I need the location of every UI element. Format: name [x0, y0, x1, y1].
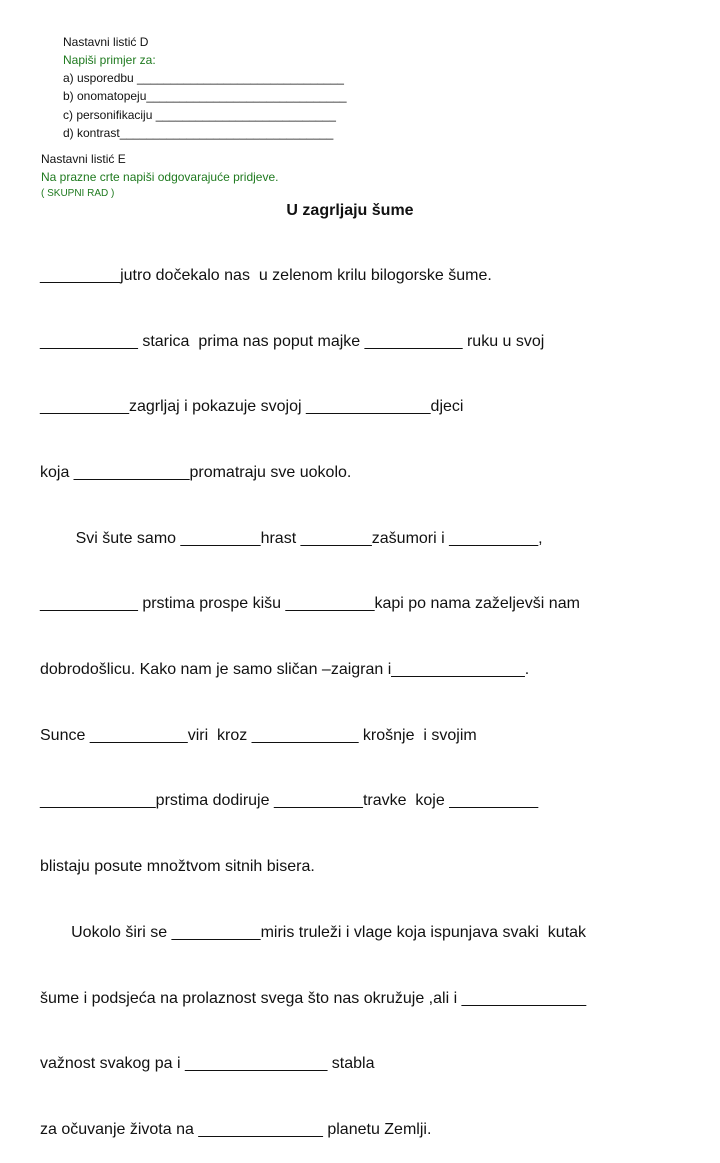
story-text — [40, 221, 670, 1163]
worksheet-d-item: c) personifikaciju ___________________________ — [63, 107, 336, 122]
story-line: blistaju posute množtvom sitnih bisera. — [40, 858, 315, 876]
story-line: Sunce ___________viri kroz ____________ krošnje i svojim — [40, 726, 477, 744]
worksheet-e-title: Nastavni listić E — [41, 152, 126, 166]
story-title: U zagrljaju šume — [286, 202, 414, 219]
story-line: šume i podsjeća na prolaznost svega što nas okružuje ,ali i ______________ — [40, 989, 587, 1007]
worksheet-e — [41, 150, 441, 201]
story-line: _____________prstima dodiruje __________travke koje __________ — [40, 792, 539, 810]
worksheet-d-item: a) usporedbu _______________________________ — [63, 71, 344, 86]
worksheet-d-instruction: Napiši primjer za: — [63, 53, 156, 67]
story-line: Uokolo širi se __________miris truleži i vlage koja ispunjava svaki kutak — [40, 923, 587, 941]
story-line: dobrodošlicu. Kako nam je samo sličan –zaigran i_______________. — [40, 661, 530, 679]
worksheet-d — [63, 33, 423, 142]
story-line: koja _____________promatraju sve uokolo. — [40, 463, 352, 481]
story-line: ___________ prstima prospe kišu __________kapi po nama zaželjevši nam — [40, 595, 580, 613]
worksheet-e-note: ( SKUPNI RAD ) — [41, 188, 115, 199]
story-line: Svi šute samo _________hrast ________zašumori i __________, — [40, 529, 543, 547]
worksheet-d-title: Nastavni listić D — [63, 35, 149, 49]
story-line: važnost svakog pa i ________________ stabla — [40, 1055, 375, 1073]
story-line: ___________ starica prima nas poput majke ___________ ruku u svoj — [40, 332, 545, 350]
story-line: __________zagrljaj i pokazuje svojoj ______________djeci — [40, 398, 464, 416]
story-line: _________jutro dočekalo nas u zelenom krilu bilogorske šume. — [40, 266, 492, 284]
story-line: za očuvanje života na ______________ planetu Zemlji. — [40, 1120, 432, 1138]
worksheet-d-item: d) kontrast________________________________ — [63, 125, 334, 140]
worksheet-e-instruction: Na prazne crte napiši odgovarajuće pridjeve. — [41, 170, 279, 184]
worksheet-d-item: b) onomatopeju______________________________ — [63, 89, 347, 104]
